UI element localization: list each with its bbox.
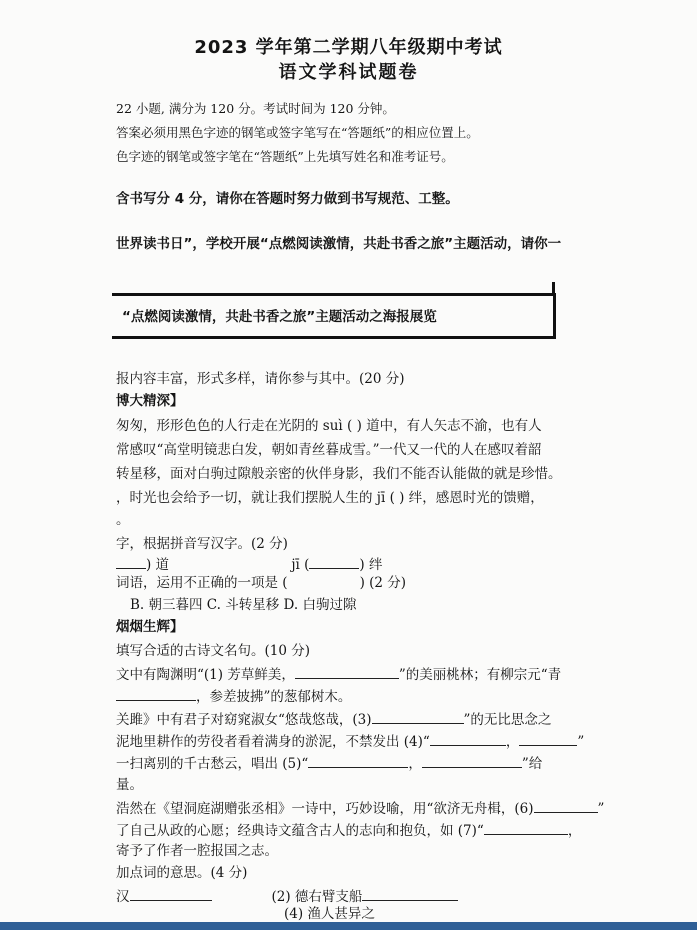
answer-blank[interactable] (422, 753, 522, 768)
answer-blank[interactable] (295, 664, 399, 679)
poem-line-2 (116, 686, 351, 706)
poem-line-1-text: 文中有陶渊明“(1) 芳草鲜美， (116, 667, 295, 683)
question-2-text: 词语，运用不正确的一项是 ( (116, 575, 288, 591)
poem-line-5-end: ”给 (521, 756, 543, 772)
poem-line-6: 量。 (116, 777, 143, 793)
answer-blank[interactable] (362, 886, 458, 901)
section-intro: 报内容丰富，形式多样，请你参与其中。(20 分) (116, 371, 405, 387)
exam-subtitle: 语文学科试题卷 (278, 62, 419, 83)
answer-blank[interactable] (309, 554, 359, 569)
answer-blank[interactable] (116, 686, 196, 701)
instruction-line-2: 答案必须用黑色字迹的钢笔或签字笔写在“答题纸”的相应位置上。 (116, 125, 479, 140)
activity-intro: 世界读书日”，学校开展“点燃阅读激情，共赴书香之旅”主题活动，请你一 (116, 236, 562, 252)
question-2-options: B. 朝三暮四 C. 斗转星移 D. 白驹过隙 (130, 597, 357, 613)
poem-line-4-comma: ， (505, 734, 520, 750)
question-2-prompt (116, 574, 406, 592)
poem-line-7-end: ” (597, 801, 605, 817)
instruction-line-3: 色字迹的钢笔或签字笔在“答题纸”上先填写姓名和准考证号。 (116, 149, 454, 164)
section-heading-1: 博大精深】 (116, 393, 184, 409)
answer-blank[interactable] (519, 731, 577, 746)
handwriting-note: 含书写分 4 分，请你在答题时努力做到书写规范、工整。 (116, 191, 459, 207)
poem-line-1 (116, 664, 561, 684)
question-4-item-4: (4) 渔人甚异之 (284, 906, 375, 922)
instruction-line-1: 22 小题, 满分为 120 分。考试时间为 120 分钟。 (116, 101, 395, 116)
answer-blank[interactable] (484, 820, 568, 835)
poem-line-7-text: 浩然在《望洞庭湖赠张丞相》一诗中，巧妙设喻，用“欲济无舟楫，(6) (116, 801, 534, 817)
answer-blank[interactable] (308, 753, 408, 768)
section-heading-2: 烟烟生辉】 (116, 619, 184, 635)
poem-line-7 (116, 798, 604, 818)
poem-line-5-text: 一扫离别的千古愁云，唱出 (5)“ (116, 756, 309, 772)
question-4-item-2: (2) 德右臂支船 (271, 889, 363, 905)
poem-line-5-comma: ， (408, 756, 422, 772)
question-4-item-1: 汉 (116, 889, 130, 905)
poem-line-8-end: ， (567, 823, 582, 839)
poem-line-9: 寄予了作者一腔报国之志。 (116, 843, 278, 859)
question-1-item-b-end: ) 绊 (359, 557, 383, 573)
question-1-item-b: jī ( (291, 557, 310, 573)
poem-line-5 (116, 753, 542, 773)
question-2-score: ) (2 分) (359, 575, 407, 591)
question-3-prompt: 填写合适的古诗文名句。(10 分) (116, 643, 311, 659)
poem-line-4-text: 泥地里耕作的劳役者看着满身的淤泥，不禁发出 (4)“ (116, 734, 430, 750)
passage-line-1: 匆匆，形形色色的人行走在光阴的 suì ( ) 道中，有人矢志不渝，也有人 (116, 418, 542, 434)
poem-line-3-end: ”的无比思念之 (463, 712, 552, 728)
passage-line-2: 常感叹“高堂明镜悲白发，朝如青丝暮成雪。”一代又一代的人在感叹着韶 (116, 442, 542, 458)
question-1-item-a: ) 道 (146, 557, 170, 573)
poem-line-4-end: ” (577, 734, 585, 750)
question-1-prompt: 字，根据拼音写汉字。(2 分) (116, 536, 288, 552)
viewer-bottom-bar (0, 922, 697, 930)
answer-blank[interactable] (130, 886, 212, 901)
poem-line-2-text: ，参差披拂”的葱郁树木。 (196, 689, 352, 705)
passage-line-5: 。 (116, 512, 130, 528)
question-4-prompt: 加点词的意思。(4 分) (116, 865, 248, 881)
answer-blank[interactable] (116, 554, 146, 569)
poem-line-3-text: 关雎》中有君子对窈窕淑女“悠哉悠哉，(3) (116, 712, 372, 728)
poster-title: “点燃阅读激情，共赴书香之旅”主题活动之海报展览 (122, 309, 437, 325)
answer-blank[interactable] (534, 798, 598, 813)
passage-line-3: 转星移，面对白驹过隙般亲密的伙伴身影，我们不能否认能做的就是珍惜。 (116, 466, 562, 482)
question-1-answers (116, 554, 382, 574)
question-4-items (116, 886, 458, 906)
answer-blank[interactable] (372, 709, 464, 724)
exam-title: 2023 学年第二学期八年级期中考试 (194, 37, 503, 58)
answer-blank[interactable] (430, 731, 506, 746)
poem-line-8-text: 了自己从政的心愿；经典诗文蕴含古人的志向和抱负，如 (7)“ (116, 823, 484, 839)
passage-line-4: ，时光也会给予一切，就让我们摆脱人生的 jī ( ) 绊，感恩时光的馈赠， (116, 490, 544, 506)
poem-line-3 (116, 709, 551, 729)
poem-line-1-end: ”的美丽桃林；有柳宗元“青 (398, 667, 562, 683)
poem-line-4 (116, 731, 584, 751)
poem-line-8 (116, 820, 581, 840)
